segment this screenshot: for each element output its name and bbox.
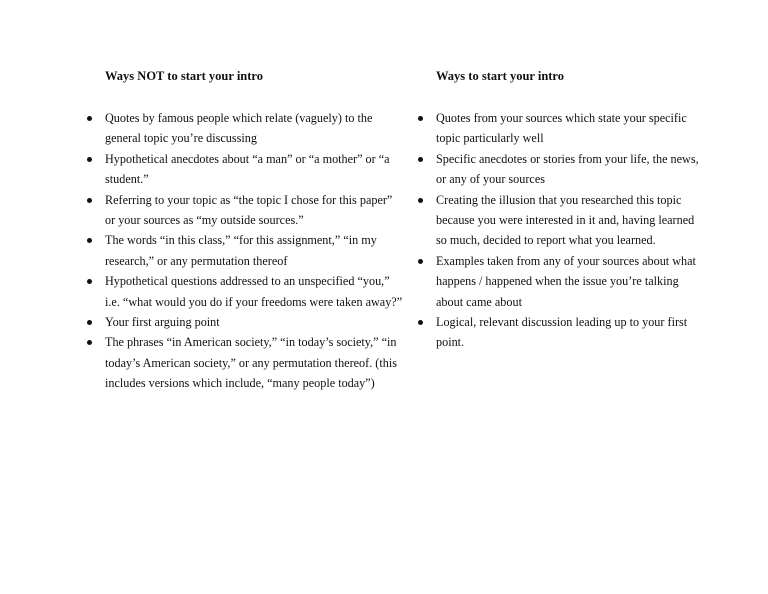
left-bullet-list — [105, 108, 405, 394]
list-item: Hypothetical anecdotes about “a man” or “a mother” or “a student.” — [105, 149, 405, 190]
list-item: Logical, relevant discussion leading up to your first point. — [436, 312, 706, 353]
list-item: Referring to your topic as “the topic I chose for this paper” or your sources as “my outside sources.” — [105, 190, 405, 231]
left-column — [105, 68, 405, 394]
left-heading: Ways NOT to start your intro — [105, 69, 263, 83]
list-item: The phrases “in American society,” “in today’s society,” “in today’s American society,” or any permutation thereof. (this includes versions which include, “many people today”) — [105, 332, 405, 393]
list-item: The words “in this class,” “for this assignment,” “in my research,” or any permutation thereof — [105, 230, 405, 271]
right-column — [436, 68, 706, 353]
list-item: Quotes from your sources which state your specific topic particularly well — [436, 108, 706, 149]
list-item: Creating the illusion that you researched this topic because you were interested in it and, having learned so much, decided to report what you learned. — [436, 190, 706, 251]
list-item: Hypothetical questions addressed to an unspecified “you,” i.e. “what would you do if your freedoms were taken away?” — [105, 271, 405, 312]
right-heading: Ways to start your intro — [436, 69, 565, 83]
list-item: Quotes by famous people which relate (vaguely) to the general topic you’re discussing — [105, 108, 405, 149]
right-bullet-list — [436, 108, 706, 353]
list-item: Your first arguing point — [105, 312, 405, 332]
list-item: Examples taken from any of your sources about what happens / happened when the issue you’re talking about came about — [436, 251, 706, 312]
list-item: Specific anecdotes or stories from your life, the news, or any of your sources — [436, 149, 706, 190]
